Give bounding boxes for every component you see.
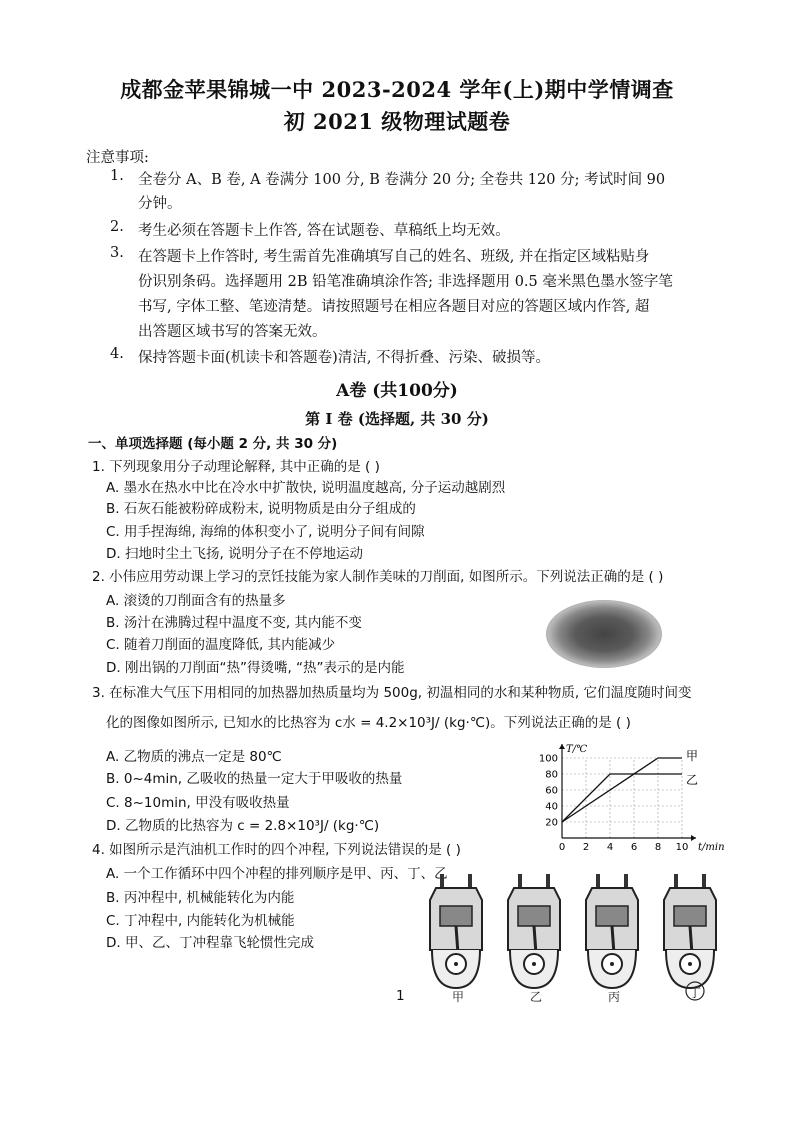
q4-option-b: B. 丙冲程中, 机械能转化为内能 <box>106 890 295 906</box>
q4-option-c: C. 丁冲程中, 内能转化为机械能 <box>106 913 295 929</box>
q3-stem-line-1: 3. 在标准大气压下用相同的加热器加热质量均为 500g, 初温相同的水和某种物质, 它们温度随时间变 <box>92 685 692 701</box>
note-3-line-2: 份识别条码。选择题用 2B 铅笔准确填涂作答; 非选择题用 0.5 毫米黑色墨水签字笔 <box>138 274 673 290</box>
q3-option-b: B. 0~4min, 乙吸收的热量一定大于甲吸收的热量 <box>106 771 403 787</box>
notes-heading: 注意事项: <box>86 150 149 166</box>
q4-option-d: D. 甲、乙、丁冲程靠飞轮惯性完成 <box>106 935 314 951</box>
engine-stroke-yi <box>508 874 560 988</box>
note-3-line-3: 书写, 字体工整、笔迹清楚。请按照题号在相应各题目对应的答题区域内作答, 超 <box>138 299 650 315</box>
note-1-line-2: 分钟。 <box>138 196 182 212</box>
series-label-jia: 甲 <box>686 749 699 763</box>
page-number: 1 <box>396 988 405 1004</box>
noodle-bowl-photo <box>546 600 662 668</box>
note-4-number: 4. <box>110 346 124 362</box>
x-tick-label: 4 <box>606 842 614 853</box>
section-1-heading: 一、单项选择题 (每小题 2 分, 共 30 分) <box>88 436 338 452</box>
note-1-number: 1. <box>110 168 124 184</box>
q2-option-c: C. 随着刀削面的温度降低, 其内能减少 <box>106 637 336 653</box>
note-3-line-1: 在答题卡上作答时, 考生需首先准确填写自己的姓名、班级, 并在指定区域粘贴身 <box>138 249 650 265</box>
y-tick-label: 80 <box>545 769 558 781</box>
x-axis-arrow <box>691 835 696 841</box>
engine-label-jia: 甲 <box>452 990 465 1004</box>
q2-option-a: A. 滚烫的刀削面含有的热量多 <box>106 593 286 609</box>
q2-option-d: D. 刚出锅的刀削面“热”得烫嘴, “热”表示的是内能 <box>106 660 405 676</box>
q1-stem: 1. 下列现象用分子动理论解释, 其中正确的是 ( ) <box>92 459 380 475</box>
y-axis-arrow <box>559 744 565 749</box>
engine-label-yi: 乙 <box>530 990 543 1004</box>
note-3-line-4: 出答题区域书写的答案无效。 <box>138 324 327 340</box>
x-tick-label: 0 <box>558 842 566 853</box>
exam-title: 成都金苹果锦城一中 2023-2024 学年(上)期中学情调查 <box>120 77 674 102</box>
x-tick-label: 10 <box>675 842 689 853</box>
x-tick-label: 2 <box>582 842 590 853</box>
q3-option-d: D. 乙物质的比热容为 c = 2.8×10³J/ (kg·℃) <box>106 818 380 834</box>
x-axis-label: t/min <box>698 842 725 853</box>
temperature-time-chart <box>528 738 725 853</box>
series-line-yi <box>562 774 682 822</box>
engine-label-bing: 丙 <box>608 990 621 1004</box>
part-1-heading: 第 I 卷 (选择题, 共 30 分) <box>305 410 489 428</box>
note-2-number: 2. <box>110 219 124 235</box>
q4-stem: 4. 如图所示是汽油机工作时的四个冲程, 下列说法错误的是 ( ) <box>92 842 461 858</box>
q4-option-a: A. 一个工作循环中四个冲程的排列顺序是甲、丙、丁、乙 <box>106 866 448 882</box>
y-tick-label: 100 <box>538 753 558 765</box>
q3-stem-line-2: 化的图像如图所示, 已知水的比热容为 c水 = 4.2×10³J/ (kg·℃)。下列说法正确的是 ( ) <box>106 715 631 731</box>
series-label-yi: 乙 <box>686 773 699 787</box>
q1-option-d: D. 扫地时尘土飞扬, 说明分子在不停地运动 <box>106 546 364 562</box>
q3-option-c: C. 8~10min, 甲没有吸收热量 <box>106 795 290 811</box>
q1-option-b: B. 石灰石能被粉碎成粉末, 说明物质是由分子组成的 <box>106 501 416 517</box>
exam-subtitle: 初 2021 级物理试题卷 <box>283 109 511 134</box>
q1-option-c: C. 用手捏海绵, 海绵的体积变小了, 说明分子间有间隙 <box>106 524 425 540</box>
q3-option-a: A. 乙物质的沸点一定是 80℃ <box>106 749 282 765</box>
x-tick-label: 6 <box>630 842 638 853</box>
note-1-line-1: 全卷分 A、B 卷, A 卷满分 100 分, B 卷满分 20 分; 全卷共 120 分; 考试时间 90 <box>138 172 666 188</box>
volume-a-heading: A卷 (共100分) <box>336 381 458 401</box>
y-axis-label: T/℃ <box>566 744 588 755</box>
y-tick-label: 60 <box>545 785 558 797</box>
y-tick-label: 20 <box>545 817 558 829</box>
engine-stroke-jia <box>430 874 482 988</box>
engine-strokes-figure <box>420 870 740 1009</box>
q2-stem: 2. 小伟应用劳动课上学习的烹饪技能为家人制作美味的刀削面, 如图所示。下列说法正确的是 ( ) <box>92 569 664 585</box>
note-4-line-1: 保持答题卡面(机读卡和答题卷)清洁, 不得折叠、污染、破损等。 <box>138 350 551 366</box>
engine-stroke-ding <box>664 874 716 988</box>
note-2-line-1: 考生必须在答题卡上作答, 答在试题卷、草稿纸上均无效。 <box>138 223 510 239</box>
q2-option-b: B. 汤汁在沸腾过程中温度不变, 其内能不变 <box>106 615 362 631</box>
engine-label-ding: 丁 <box>689 986 702 1000</box>
engine-stroke-bing <box>586 874 638 988</box>
x-tick-label: 8 <box>654 842 662 853</box>
y-tick-label: 40 <box>545 801 558 813</box>
note-3-number: 3. <box>110 245 124 261</box>
q1-option-a: A. 墨水在热水中比在冷水中扩散快, 说明温度越高, 分子运动越剧烈 <box>106 480 506 496</box>
